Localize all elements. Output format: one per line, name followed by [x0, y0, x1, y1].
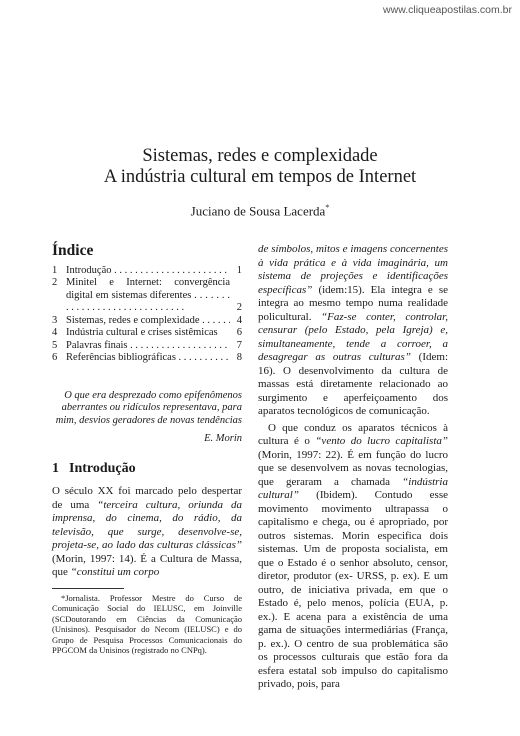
body-quote: “Faz-se conter, controlar, censurar (pelo Estado, pela Igreja) e, simultaneamente, tende a corroer, a desagregar as outras culturas” [258, 310, 448, 363]
title-line-2: A indústria cultural em tempos de Internet [103, 167, 417, 187]
body-quote: “constitui um corpo [70, 566, 160, 578]
body-text: (Ibidem). Contudo esse movimento movimento ultrapassa o capitalismo e chega, ou é apropriado, por outros sistemas. Morin especifica dois sistemas. Um de proposta socialista, em que o Estado é o senhor absoluto, censor, diretor, produtor (ex- URSS, p. ex). E um outro, de iniciativa privada, em que o Estado é, pelo menos, polícia (EUA, p. ex.). E acena para a existência de uma gama de situações intermediárias (França, p. ex.). O centro de sua problemática são os processos culturais que estão fora da esfera estatal sob impulso do capitalismo privado, pois, para [258, 489, 448, 690]
toc-item-number: 5 [52, 339, 58, 351]
body-text: (idem:15). Ela integra e se integra ao mesmo tempo numa realidade policultural. [258, 283, 448, 323]
toc-item-page: 4 [236, 314, 242, 326]
left-column [52, 240, 242, 656]
footnote-divider [52, 588, 124, 589]
body-quote: “indústria cultural” [258, 475, 448, 501]
body-quote: “vento do lucro capitalista” [315, 435, 448, 447]
author-footnote: *Jornalista. Professor Mestre do Curso de Comunicação Social do IELUSC, em Joinville (SCDoutorando em Ciências da Comunicação (Unisinos). Pesquisador do Necom (IELUSC) e do Grupo de Pesquisa Processos Comunicacionais do PPGCOM da Unisinos (registrado no CNPq). [52, 592, 242, 655]
toc-item-label: Sistemas, redes e complexidade . . . [66, 315, 230, 328]
body-paragraph [52, 485, 242, 580]
toc-item-number: 4 [52, 327, 58, 338]
toc-item-label: Palavras finais . . . [66, 340, 230, 353]
toc-item-page: 1 [236, 264, 242, 276]
toc-item[interactable] [52, 340, 242, 353]
toc-item[interactable] [52, 277, 242, 315]
watermark-url: www.cliqueapostilas.com.br [383, 4, 512, 16]
table-of-contents [52, 265, 242, 365]
section-title: Introdução [69, 460, 136, 476]
body-text: O que conduz os aparatos técnicos à cultura é o [258, 421, 448, 447]
body-paragraph [258, 422, 448, 692]
section-heading [52, 462, 242, 476]
body-quote: “terceira cultura, oriunda da imprensa, do cinema, do rádio, da televisão, que surge, desenvolve-se, projeta-se, ao lado das culturas clássicas” [52, 498, 242, 551]
body-text: (Morin, 1997: 22). É em função do lucro que se desenvolvem as novas tecnologias, que geraram a chamada [258, 448, 448, 488]
toc-item-label: Minitel e Internet: convergência digital em sistemas diferentes . . . [66, 277, 230, 315]
toc-item-number: 2 [52, 277, 58, 288]
epigraph-author: E. Morin [204, 433, 242, 444]
index-heading: Índice [52, 242, 94, 259]
author-line [0, 203, 520, 219]
title-line-1: Sistemas, redes e complexidade [142, 146, 378, 166]
toc-item-page: 8 [236, 352, 242, 363]
epigraph-quote: O que era desprezado como epifenômenos aberrantes ou ridículos representava, para mim, desvios geradores de novas tendências [55, 389, 242, 426]
paper-title [0, 146, 520, 188]
toc-item-label: Indústria cultural e crises sistêmicas [66, 327, 218, 338]
body-paragraph [258, 243, 448, 419]
toc-item-label: Referências bibliográficas . . . [66, 352, 230, 365]
toc-item-label: Introdução . . . [66, 265, 230, 278]
author-name: Juciano de Sousa Lacerda [190, 203, 326, 219]
toc-item-number: 1 [52, 264, 58, 276]
toc-item-page: 7 [236, 339, 242, 351]
toc-item[interactable] [52, 315, 242, 328]
toc-item-page: 2 [236, 302, 242, 313]
section-number: 1 [52, 460, 59, 476]
toc-item-number: 3 [52, 314, 58, 326]
body-text: (Idem: 16). O desenvolvimento da cultura de massas está diretamente relacionado ao surgimento e aperfeiçoamento dos aparatos tecnológicos de comunicação. [258, 351, 448, 417]
body-text: O século XX foi marcado pelo despertar de uma [52, 485, 242, 511]
toc-item[interactable] [52, 352, 242, 365]
body-quote: de símbolos, mitos e imagens concernentes à vida prática e à vida imaginária, um sistema de projeções e identificações específicas” [258, 243, 448, 296]
body-text: (Morin, 1997: 14). É a Cultura de Massa, que [52, 552, 242, 578]
toc-item[interactable] [52, 327, 242, 340]
toc-item-number: 6 [52, 352, 58, 363]
author-footnote-mark: * [325, 203, 330, 212]
right-column [258, 243, 448, 692]
toc-item[interactable] [52, 265, 242, 278]
toc-item-page: 6 [236, 327, 242, 338]
